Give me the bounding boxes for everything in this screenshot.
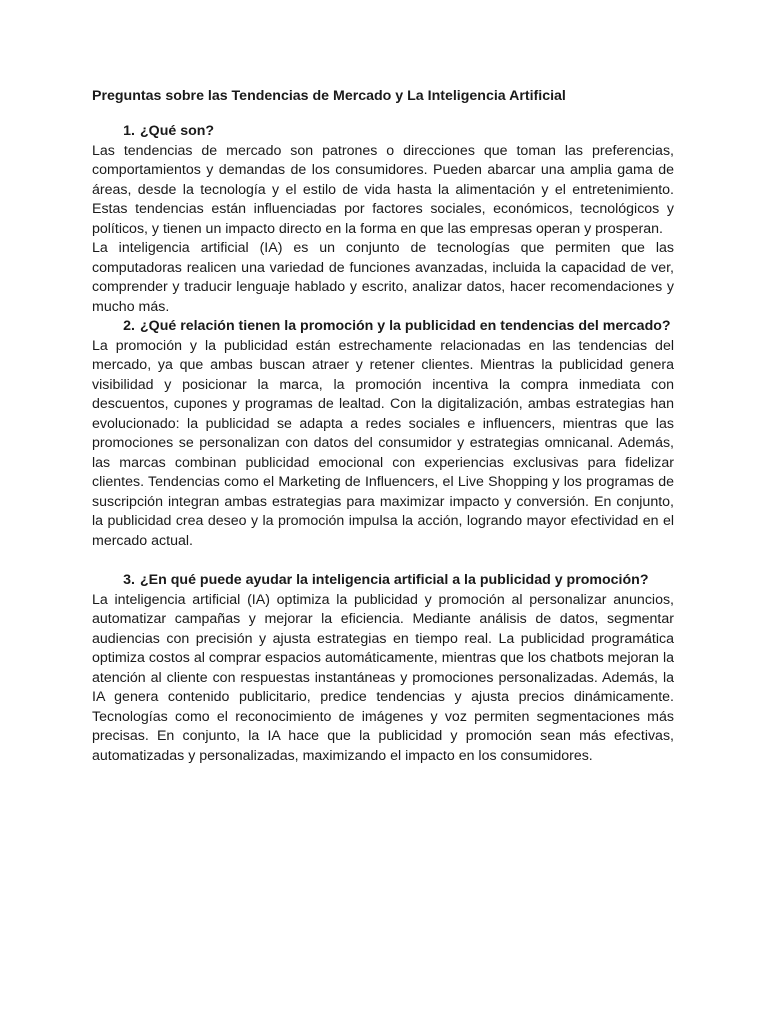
question-3-heading xyxy=(92,571,674,591)
question-3-number: 3. xyxy=(123,572,135,588)
question-1-text: ¿Qué son? xyxy=(140,123,215,139)
question-3-text: ¿En qué puede ayudar la inteligencia artificial a la publicidad y promoción? xyxy=(140,572,649,588)
question-1-number: 1. xyxy=(123,123,135,139)
question-2-number: 2. xyxy=(123,318,135,334)
question-2-heading xyxy=(92,317,674,337)
question-1-heading xyxy=(92,122,674,142)
answer-1-paragraph-2: La inteligencia artificial (IA) es un conjunto de tecnologías que permiten que las computadoras realicen una variedad de funciones avanzadas, incluida la capacidad de ver, comprender y traducir lenguaje hablado y escrito, analizar datos, hacer recomendaciones y mucho más. xyxy=(92,240,674,315)
document-title: Preguntas sobre las Tendencias de Mercado y La Inteligencia Artificial xyxy=(92,88,566,104)
question-2-text: ¿Qué relación tienen la promoción y la publicidad en tendencias del mercado? xyxy=(140,318,671,334)
answer-3-paragraph-1: La inteligencia artificial (IA) optimiza la publicidad y promoción al personalizar anuncios, automatizar campañas y mejorar la eficiencia. Mediante análisis de datos, segmentar audiencias con precisión y ajusta estrategias en tiempo real. La publicidad programática optimiza costos al comprar espacios automáticamente, mientras que los chatbots mejoran la atención al cliente con respuestas instantáneas y promociones personalizadas. Además, la IA genera contenido publicitario, predice tendencias y ajusta precios dinámicamente. Tecnologías como el reconocimiento de imágenes y voz permiten segmentaciones más precisas. En conjunto, la IA hace que la publicidad y promoción sean más efectivas, automatizadas y personalizadas, maximizando el impacto en los consumidores. xyxy=(92,591,674,764)
answer-1-paragraph-1: Las tendencias de mercado son patrones o direcciones que toman las preferencias, comportamientos y demandas de los consumidores. Pueden abarcar una amplia gama de áreas, desde la tecnología y el estilo de vida hasta la alimentación y el entretenimiento. Estas tendencias están influenciadas por factores sociales, económicos, tecnológicos y políticos, y tienen un impacto directo en la forma en que las empresas operan y prosperan. xyxy=(92,142,674,237)
document-page xyxy=(92,86,674,766)
answer-2-paragraph-1: La promoción y la publicidad están estrechamente relacionadas en las tendencias del mercado, ya que ambas buscan atraer y retener clientes. Mientras la publicidad genera visibilidad y posicionar la marca, la promoción incentiva la compra inmediata con descuentos, cupones y programas de lealtad. Con la digitalización, ambas estrategias han evolucionado: la publicidad se adapta a redes sociales e influencers, mientras que las promociones se personalizan con datos del consumidor y estrategias omnicanal. Además, las marcas combinan publicidad emocional con experiencias exclusivas para fidelizar clientes. Tendencias como el Marketing de Influencers, el Live Shopping y los programas de suscripción integran ambas estrategias para maximizar impacto y conversión. En conjunto, la publicidad crea deseo y la promoción impulsa la acción, logrando mayor efectividad en el mercado actual. xyxy=(92,337,674,549)
